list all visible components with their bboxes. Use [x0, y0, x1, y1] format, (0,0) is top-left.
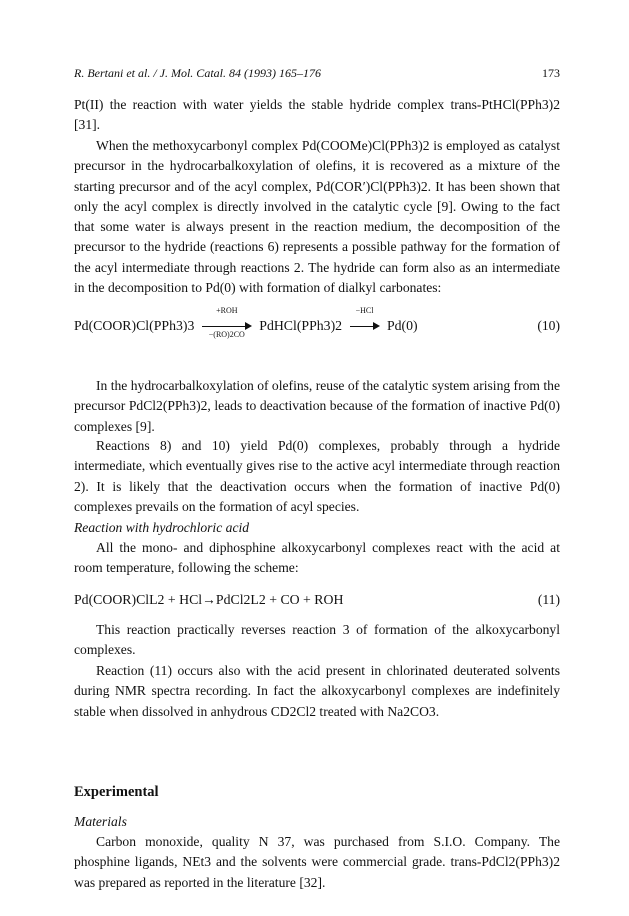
running-header [74, 63, 560, 81]
eq10-reactant: Pd(COOR)Cl(PPh3)3 [74, 318, 195, 333]
eq10-arrow-2-above: −HCl [355, 306, 374, 315]
paragraph-2 [74, 136, 560, 298]
section-heading [74, 782, 560, 802]
paragraph-1 [74, 95, 560, 136]
paragraph-6 [74, 620, 560, 661]
para-8-text: Carbon monoxide, quality N 37, was purchased from S.I.O. Company. The phosphine ligands, NEt3 and the solvents were commercial grade. trans-PdCl2(PPh3)2 was prepared as reported in the literature [32]. [74, 834, 560, 890]
paragraph-4 [74, 436, 560, 517]
para-4-text: Reactions 8) and 10) yield Pd(0) complexes, probably through a hydride intermediate, which eventually gives rise to the active acyl intermediate through reaction 2). It is likely that the deactivation occurs when the formation of inactive Pd(0) complexes prevails on the formation of acyl species. [74, 438, 560, 514]
subhead-hcl: Reaction with hydrochloric acid [74, 520, 250, 535]
para-6-text: This reaction practically reverses reaction 3 of formation of the alkoxycarbonyl complexes. [74, 622, 560, 658]
eq11-body: Pd(COOR)ClL2 + HCl→PdCl2L2 + CO + ROH [74, 592, 344, 607]
para-3-text: In the hydrocarbalkoxylation of olefins, reuse of the catalytic system arising from the precursor PdCl2(PPh3)2, leads to deactivation because of the formation of inactive Pd(0) complexes [9]. [74, 378, 560, 434]
eq10-arrow-1-above: +ROH [216, 306, 238, 315]
subsection-heading-1 [74, 518, 560, 538]
eq11-number: (11) [537, 592, 560, 607]
paragraph-5 [74, 538, 560, 579]
eq10-arrow-2 [350, 306, 380, 336]
eq10-arrow-1-below: −(RO)2CO [208, 330, 245, 339]
eq10-number: (10) [537, 318, 560, 333]
para-2-text: When the methoxycarbonyl complex Pd(COOMe)Cl(PPh3)2 is employed as catalyst precursor in the hydrocarbalkoxylation of olefins, it is recovered as a mixture of the starting precursor and of the acyl complex, Pd(COR′)Cl(PPh3)2. It has been shown that only the acyl complex is directly involved in the catalytic cycle [9]. Owing to the fact that some water is always present in the reaction medium, the decomposition of the precursor to the hydride (reactions 6) represents a possible pathway for the formation of the acyl intermediate through reactions 2. The hydride can form also as an intermediate in the decomposition to Pd(0) with formation of dialkyl carbonates: [74, 138, 560, 296]
eq10-arrow-1 [202, 306, 252, 339]
equation-11 [74, 590, 560, 612]
eq10-intermediate: PdHCl(PPh3)2 [259, 318, 343, 333]
paragraph-3 [74, 376, 560, 437]
subhead-materials: Materials [74, 814, 127, 829]
para-5-text: All the mono- and diphosphine alkoxycarbonyl complexes react with the acid at room temperature, following the scheme: [74, 540, 560, 576]
para-1-text: Pt(II) the reaction with water yields the stable hydride complex trans-PtHCl(PPh3)2 [31]. [74, 97, 560, 133]
page-number: 173 [542, 66, 560, 80]
paragraph-7 [74, 661, 560, 722]
section-experimental: Experimental [74, 784, 159, 800]
eq10-product: Pd(0) [386, 318, 418, 333]
subsection-heading-2 [74, 812, 560, 832]
equation-10-body [74, 306, 418, 339]
paragraph-8 [74, 832, 560, 893]
para-7-text: Reaction (11) occurs also with the acid present in chlorinated deuterated solvents during NMR spectra recording. In fact the alkoxycarbonyl complexes are indefinitely stable when dissolved in anhydrous CD2Cl2 treated with Na2CO3. [74, 663, 560, 719]
running-head: R. Bertani et al. / J. Mol. Catal. 84 (1993) 165–176 [74, 66, 321, 80]
equation-10 [74, 306, 560, 360]
